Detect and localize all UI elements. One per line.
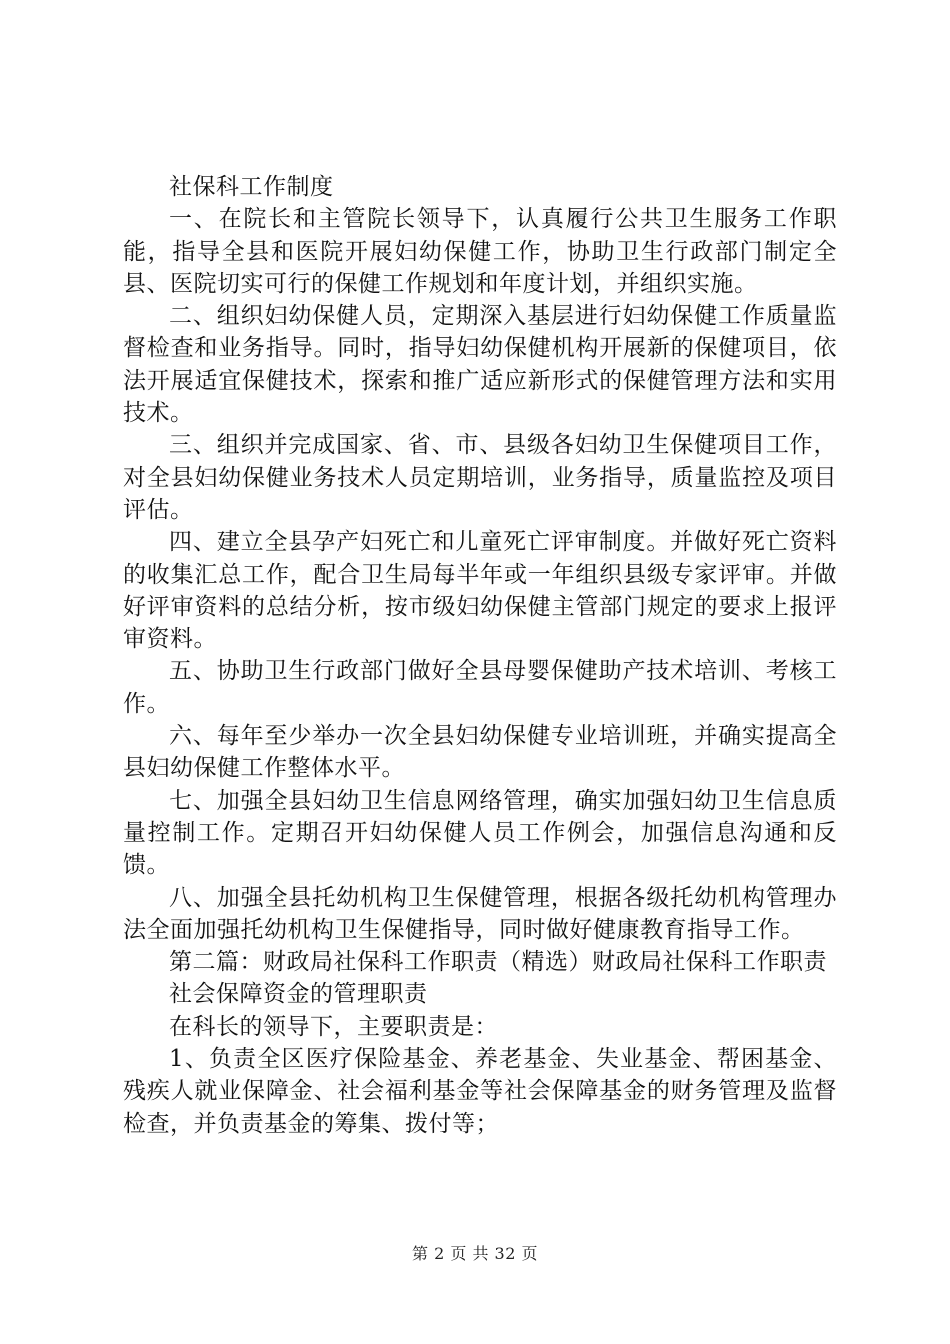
paragraph-intro: 在科长的领导下，主要职责是： bbox=[169, 1013, 498, 1040]
paragraph-3: 三、组织并完成国家、省、市、县级各妇幼卫生保健项目工作，对全县妇幼保健业务技术人员定期培训，业务指导，质量监控及项目评估。 bbox=[123, 432, 837, 523]
paragraph-8: 八、加强全县托幼机构卫生保健管理，根据各级托幼机构管理办法全面加强托幼机构卫生保健指导，同时做好健康教育指导工作。 bbox=[123, 884, 837, 943]
paragraph-5: 五、协助卫生行政部门做好全县母婴保健助产技术培训、考核工作。 bbox=[123, 658, 837, 717]
page-footer: 第 2 页 共 32 页 bbox=[412, 1244, 538, 1263]
paragraph-1: 一、在院长和主管院长领导下，认真履行公共卫生服务工作职能，指导全县和医院开展妇幼保健工作，协助卫生行政部门制定全县、医院切实可行的保健工作规划和年度计划，并组织实施。 bbox=[123, 206, 837, 297]
paragraph-4: 四、建立全县孕产妇死亡和儿童死亡评审制度。并做好死亡资料的收集汇总工作，配合卫生局每半年或一年组织县级专家评审。并做好评审资料的总结分析，按市级妇幼保健主管部门规定的要求上报评审资料。 bbox=[123, 529, 837, 653]
paragraph-6: 六、每年至少举办一次全县妇幼保健专业培训班，并确实提高全县妇幼保健工作整体水平。 bbox=[123, 723, 837, 782]
chapter-heading: 第二篇：财政局社保科工作职责（精选）财政局社保科工作职责 bbox=[169, 949, 827, 976]
paragraph-7: 七、加强全县妇幼卫生信息网络管理，确实加强妇幼卫生信息质量控制工作。定期召开妇幼保健人员工作例会，加强信息沟通和反馈。 bbox=[123, 787, 837, 879]
paragraph-duty-1: 1、负责全区医疗保险基金、养老基金、失业基金、帮困基金、残疾人就业保障金、社会福利基金等社会保障基金的财务管理及监督检查，并负责基金的筹集、拨付等； bbox=[123, 1046, 837, 1137]
section-title: 社保科工作制度 bbox=[169, 174, 334, 200]
subsection-title: 社会保障资金的管理职责 bbox=[169, 981, 428, 1008]
paragraph-2: 二、组织妇幼保健人员，定期深入基层进行妇幼保健工作质量监督检查和业务指导。同时，指导妇幼保健机构开展新的保健项目，依法开展适宜保健技术，探索和推广适应新形式的保健管理方法和实用技术。 bbox=[123, 303, 837, 427]
document-body bbox=[123, 171, 837, 1140]
